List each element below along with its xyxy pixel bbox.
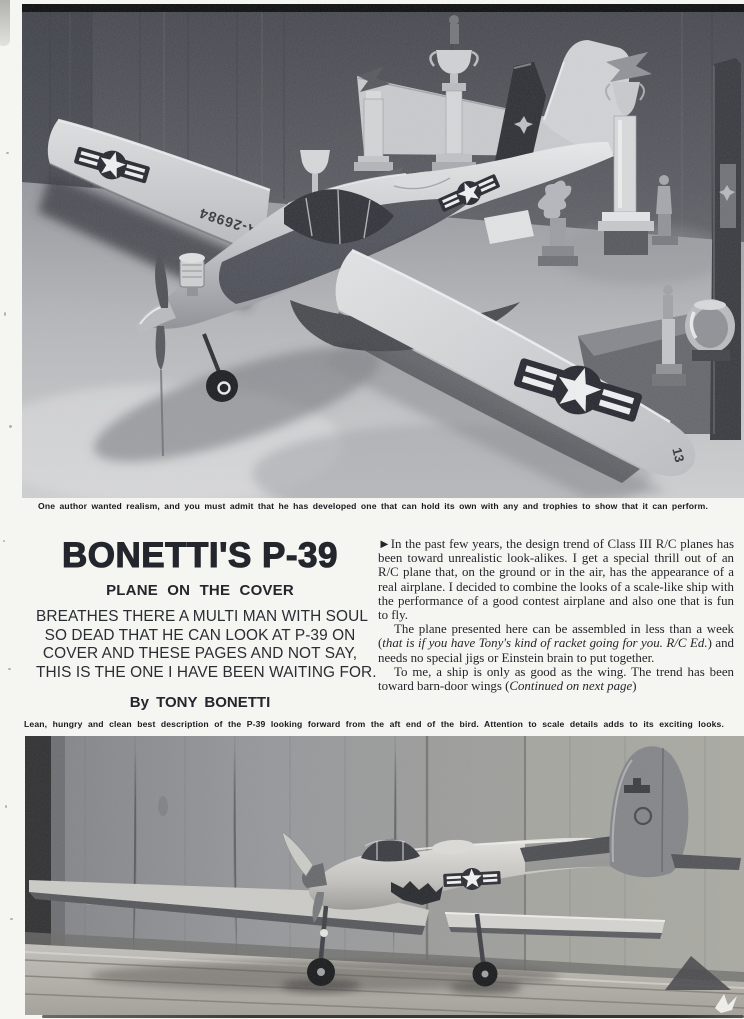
article (36, 537, 734, 711)
top-photo-illustration (22, 4, 744, 498)
body-paragraph (378, 665, 734, 693)
continued-note-italic: Continued on next page (509, 678, 633, 693)
paragraph-text: ) (632, 678, 637, 693)
paragraph-text: To me, a ship is only as good as the wing. The trend has been toward barn-door wings ( (378, 664, 734, 693)
deck (36, 607, 377, 683)
headline: BONETTI'S P-39 (62, 536, 338, 575)
paper-speck (10, 918, 13, 920)
body-paragraph (378, 622, 734, 665)
subhead: PLANE ON THE COVER (106, 581, 294, 599)
top-photo (22, 4, 744, 498)
body-paragraph (378, 537, 734, 622)
deck-line: SO DEAD THAT HE CAN LOOK AT P-39 ON (44, 626, 356, 644)
paper-speck (3, 540, 5, 542)
bottom-photo (25, 736, 744, 1015)
deck-line: BREATHES THERE A MULTI MAN WITH SOUL (36, 607, 368, 625)
paper-speck (4, 312, 6, 316)
editor-note-italic: that is if you have Tony's kind of racket going for you. R/C Ed. (382, 636, 708, 651)
film-grain (25, 736, 744, 1015)
top-photo-caption: One author wanted realism, and you must admit that he has developed one that can hold its own with any and trophies to show that it can perform. (38, 501, 708, 511)
article-title-block (36, 536, 377, 711)
bottom-photo-caption: Lean, hungry and clean best description of the P-39 looking forward from the aft end of the bird. Attention to scale details adds to its exciting looks. (24, 719, 724, 729)
paper-speck (9, 425, 12, 428)
paragraph-text: ►In the past few years, the design trend of Class III R/C planes has been toward unrealistic look-alikes. I get a special thrill out of an R/C plane that, on the ground or in the air, has the appearance of a real airplane. I decided to combine the looks of a scale-like ship with the performance of a good contest airplane and also one that is fun to fly. (378, 537, 734, 622)
deck-line: THIS IS THE ONE I HAVE BEEN WAITING FOR. (36, 664, 377, 682)
paragraph-text: The plane presented here can be assembled in less than a week ( (378, 622, 734, 651)
article-body (378, 537, 734, 711)
scan-smudge (0, 0, 10, 46)
page-curl-line (42, 1015, 744, 1018)
byline: By TONY BONETTI (129, 693, 271, 711)
paper-speck (5, 805, 7, 808)
paper-speck (6, 152, 9, 154)
paper-speck (8, 668, 11, 670)
paragraph-text: ) and needs no special jigs or Einstein brain to put together. (378, 636, 734, 665)
bottom-photo-illustration (25, 736, 744, 1015)
film-grain (22, 4, 744, 498)
deck-line: COVER AND THESE PAGES AND NOT SAY, (42, 645, 358, 663)
